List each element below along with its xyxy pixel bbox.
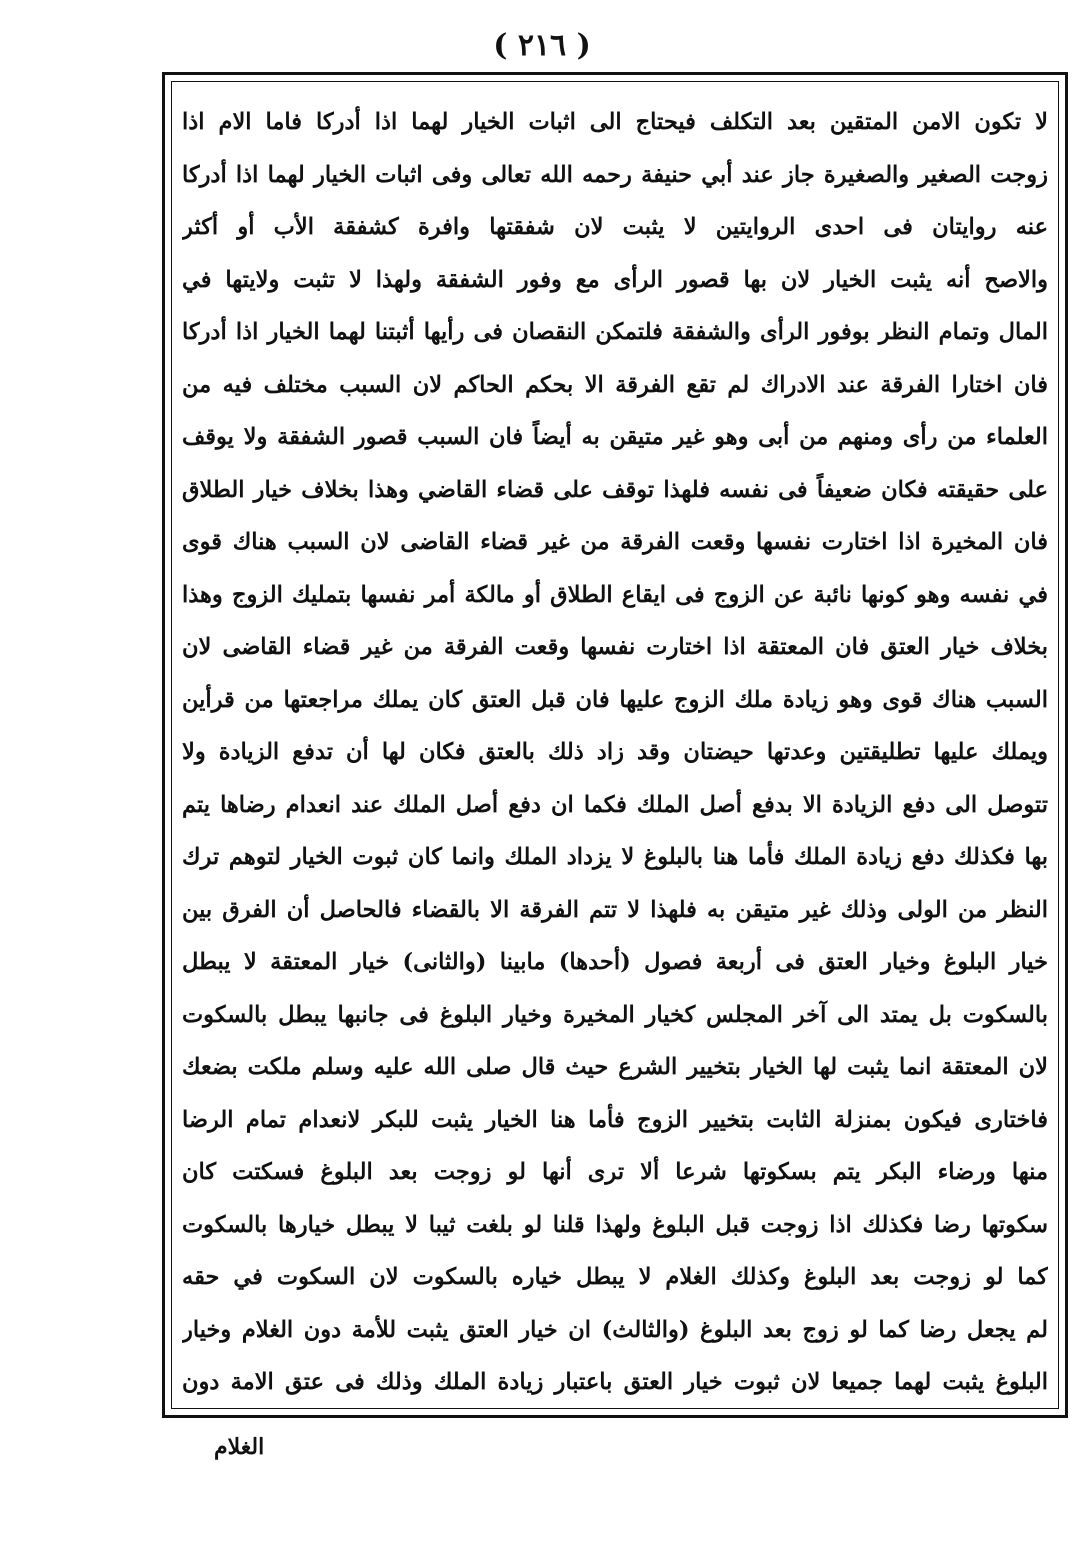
text-line: بالسكوت بل يمتد الى آخر المجلس كخيار المخيرة وخيار البلوغ فى جانبها يبطل بالسكوت bbox=[182, 1001, 1048, 1028]
text-line: والاصح أنه يثبت الخيار لان بها قصور الرأى مع وفور الشفقة ولهذا لا تثبت ولايتها في bbox=[182, 266, 1048, 293]
page-border bbox=[162, 72, 1068, 1418]
text-line: زوجت الصغير والصغيرة جاز عند أبي حنيفة رحمه الله تعالى وفى اثبات الخيار لهما اذا أدركا bbox=[182, 161, 1048, 188]
text-line: البلوغ يثبت لهما جميعا لان ثبوت خيار العتق باعتبار زيادة الملك وذلك فى عتق الامة دون bbox=[182, 1369, 1048, 1395]
text-line: خيار البلوغ وخيار العتق فى أربعة فصول (أحدها) مابينا (والثانى) خيار المعتقة لا يبطل bbox=[182, 949, 1048, 975]
page-number: ( ٢١٦ ) bbox=[493, 28, 591, 63]
text-line: المال وتمام النظر بوفور الرأى والشفقة فلتمكن النقصان فى رأيها أثبتنا لهما الخيار اذا أدركا bbox=[182, 319, 1048, 345]
text-line: لان المعتقة انما يثبت لها الخيار بتخيير الشرع حيث قال صلى الله عليه وسلم ملكت بضعك bbox=[182, 1054, 1048, 1080]
catchword: الغلام bbox=[214, 1434, 265, 1460]
text-body bbox=[182, 96, 1048, 1409]
text-line: بها فكذلك دفع زيادة الملك فأما هنا بالبلوغ لا يزداد الملك وانما كان ثبوت الخيار لتوهم ترك bbox=[182, 844, 1048, 870]
text-line: سكوتها رضا فكذلك اذا زوجت قبل البلوغ ولهذا قلنا لو بلغت ثيبا لا يبطل خيارها بالسكوت bbox=[182, 1211, 1048, 1238]
text-line: على حقيقته فكان ضعيفاً فى نفسه فلهذا توقف على قضاء القاضي وهذا بخلاف خيار الطلاق bbox=[182, 476, 1048, 503]
text-line: عنه روايتان فى احدى الروايتين لا يثبت لان شفقتها وافرة كشفقة الأب أو أكثر bbox=[182, 214, 1048, 240]
inner-border bbox=[171, 81, 1059, 1409]
text-line: لا تكون الامن المتقين بعد التكلف فيحتاج الى اثبات الخيار لهما اذا أدركا فاما الام اذا bbox=[182, 109, 1048, 135]
text-line: فان اختارا الفرقة عند الادراك لم تقع الفرقة الا بحكم الحاكم لان السبب مختلف فيه من bbox=[182, 371, 1048, 398]
text-line: السبب هناك قوى وهو زيادة ملك الزوج عليها فان قبل العتق كان يملك مراجعتها من قرأين bbox=[182, 686, 1048, 713]
text-line: فاختارى فيكون بمنزلة الثابت بتخيير الزوج فأما هنا الخيار يثبت للبكر لانعدام تمام الرضا bbox=[182, 1106, 1048, 1133]
text-line: كما لو زوجت بعد البلوغ وكذلك الغلام لا يبطل خياره بالسكوت لان السكوت في حقه bbox=[182, 1264, 1048, 1290]
text-line: بخلاف خيار العتق فان المعتقة اذا اختارت نفسها وقعت الفرقة من غير قضاء القاضى لان bbox=[182, 634, 1048, 660]
text-line: منها ورضاء البكر يتم بسكوتها شرعا ألا ترى أنها لو زوجت بعد البلوغ فسكتت كان bbox=[182, 1159, 1048, 1185]
text-line: تتوصل الى دفع الزيادة الا بدفع أصل الملك فكما ان دفع أصل الملك عند انعدام رضاها يتم bbox=[182, 791, 1048, 818]
text-line: فان المخيرة اذا اختارت نفسها وقعت الفرقة من غير قضاء القاضى لان السبب هناك قوى bbox=[182, 529, 1048, 555]
text-line: النظر من الولى وذلك غير متيقن به فلهذا لا تتم الفرقة الا بالقضاء فالحاصل أن الفرق بين bbox=[182, 896, 1048, 923]
text-line: العلماء من رأى ومنهم من أبى وهو غير متيقن به أيضاً فان السبب قصور الشفقة ولا يوقف bbox=[182, 424, 1048, 450]
text-line: ويملك عليها تطليقتين وعدتها حيضتان وقد زاد ذلك بالعتق فكان لها أن تدفع الزيادة ولا bbox=[182, 739, 1048, 765]
text-line: في نفسه وهو كونها نائبة عن الزوج فى ايقاع الطلاق أو مالكة أمر نفسها بتمليك الزوج وهذا bbox=[182, 581, 1048, 608]
text-line: لم يجعل رضا كما لو زوج بعد البلوغ (والثالث) ان خيار العتق يثبت للأمة دون الغلام وخيار bbox=[182, 1316, 1048, 1343]
